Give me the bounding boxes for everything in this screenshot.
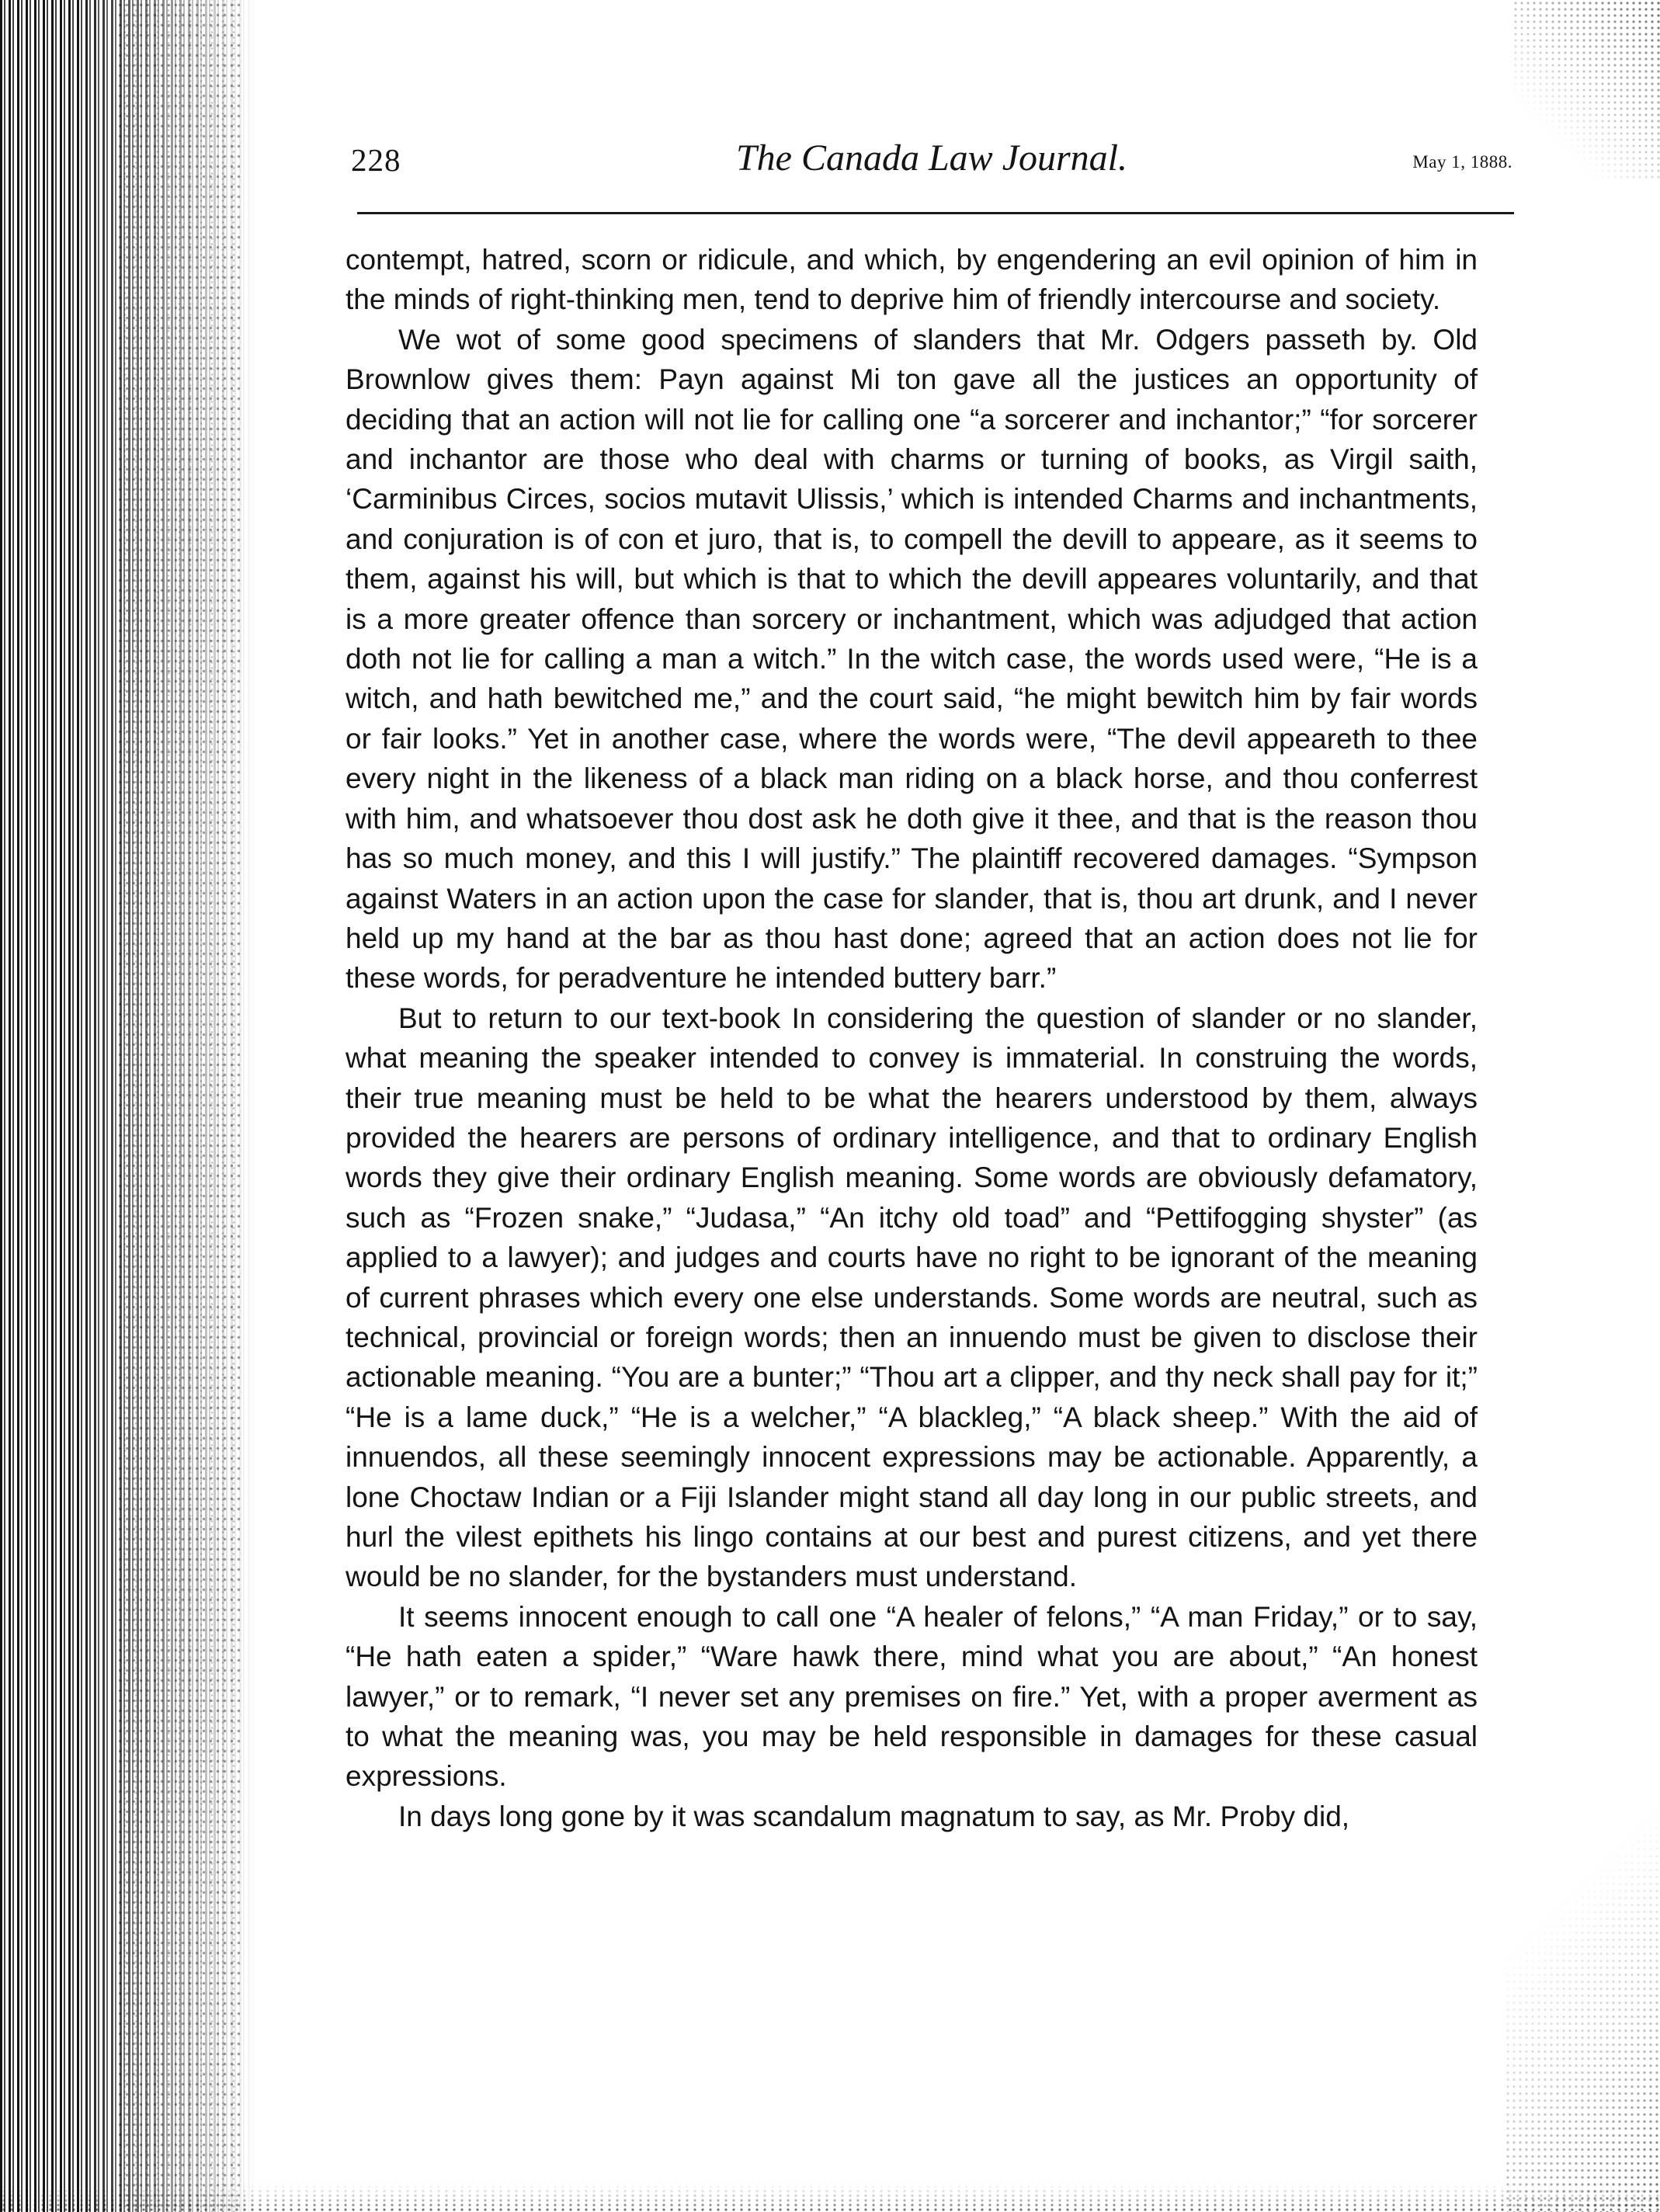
- binding-speckle: [116, 0, 241, 2212]
- article-body: [346, 240, 1478, 1836]
- issue-date: May 1, 1888.: [1412, 152, 1512, 172]
- scan-corner-top-right: [1512, 0, 1660, 179]
- header-rule: [357, 212, 1514, 214]
- running-head: [351, 134, 1512, 188]
- paragraph-text-book: But to return to our text-book In considering the question of slander or no slander, what meaning the speaker intended to convey is immaterial. In construing the words, their true meaning must be held to be what the hearers understood by them, always provided the hearers are persons of ordinary intelligence, and that to ordinary English words they give their ordinary English meaning. Some words are obviously defamatory, such as “Frozen snake,” “Judasa,” “An itchy old toad” and “Pettifogging shyster” (as applied to a lawyer); and judges and courts have no right to be ignorant of the meaning of current phrases which every one else understands. Some words are neutral, such as technical, provincial or foreign words; then an innuendo must be given to disclose their actionable meaning. “You are a bunter;” “Thou art a clipper, and thy neck shall pay for it;” “He is a lame duck,” “He is a welcher,” “A blackleg,” “A black sheep.” With the aid of innuendos, all these seemingly innocent expressions may be actionable. Apparently, a lone Choctaw Indian or a Fiji Islander might stand all day long in our public streets, and hurl the vilest epithets his lingo contains at our best and purest citizens, and yet there would be no slander, for the bystanders must understand.: [346, 1002, 1478, 1593]
- scan-corner-bottom-right: [1505, 1622, 1660, 2212]
- journal-title: The Canada Law Journal.: [735, 137, 1128, 179]
- paragraph-innocent-expressions: It seems innocent enough to call one “A healer of felons,” “A man Friday,” or to say, “He hath eaten a spider,” “Ware hawk there, mind what you are about,” “An honest lawyer,” or to remark, “I never set any premises on fire.” Yet, with a proper averment as to what the meaning was, you may be held responsible in damages for these casual expressions.: [346, 1600, 1478, 1793]
- scan-bottom-edge: [0, 2184, 1660, 2212]
- paragraph-continued: contempt, hatred, scorn or ridicule, and which, by engendering an evil opinion of him in the minds of right-thinking men, tend to deprive him of friendly intercourse and society.: [346, 244, 1478, 316]
- paragraph-scandalum-magnatum: In days long gone by it was scandalum magnatum to say, as Mr. Proby did,: [398, 1800, 1350, 1832]
- paragraph-slander-specimens: We wot of some good specimens of slanders that Mr. Odgers passeth by. Old Brownlow gives them: Payn against Mi ton gave all the justices an opportunity of deciding that an action will not lie for calling one “a sorcerer and inchantor;” “for sorcerer and inchantor are those who deal with charms or turning of books, as Virgil saith, ‘Carminibus Circes, socios mutavit Ulissis,’ which is intended Charms and inchantments, and conjuration is of con et juro, that is, to compell the devill to appeare, as it seems to them, against his will, but which is that to which the devill appeares voluntarily, and that is a more greater offence than sorcery or inchantment, which was adjudged that action doth not lie for calling a man a witch.” In the witch case, the words used were, “He is a witch, and hath bewitched me,” and the court said, “he might bewitch him by fair words or fair looks.” Yet in another case, where the words were, “The devil appeareth to thee every night in the likeness of a black man riding on a black horse, and thou conferrest with him, and whatsoever thou dost ask he doth give it thee, and that is the reason thou has so much money, and this I will justify.” The plaintiff recovered damages. “Sympson against Waters in an action upon the case for slander, that is, thou art drunk, and I never held up my hand at the bar as thou hast done; agreed that an action does not lie for these words, for peradventure he intended buttery barr.”: [346, 323, 1478, 995]
- page-number: 228: [351, 142, 401, 178]
